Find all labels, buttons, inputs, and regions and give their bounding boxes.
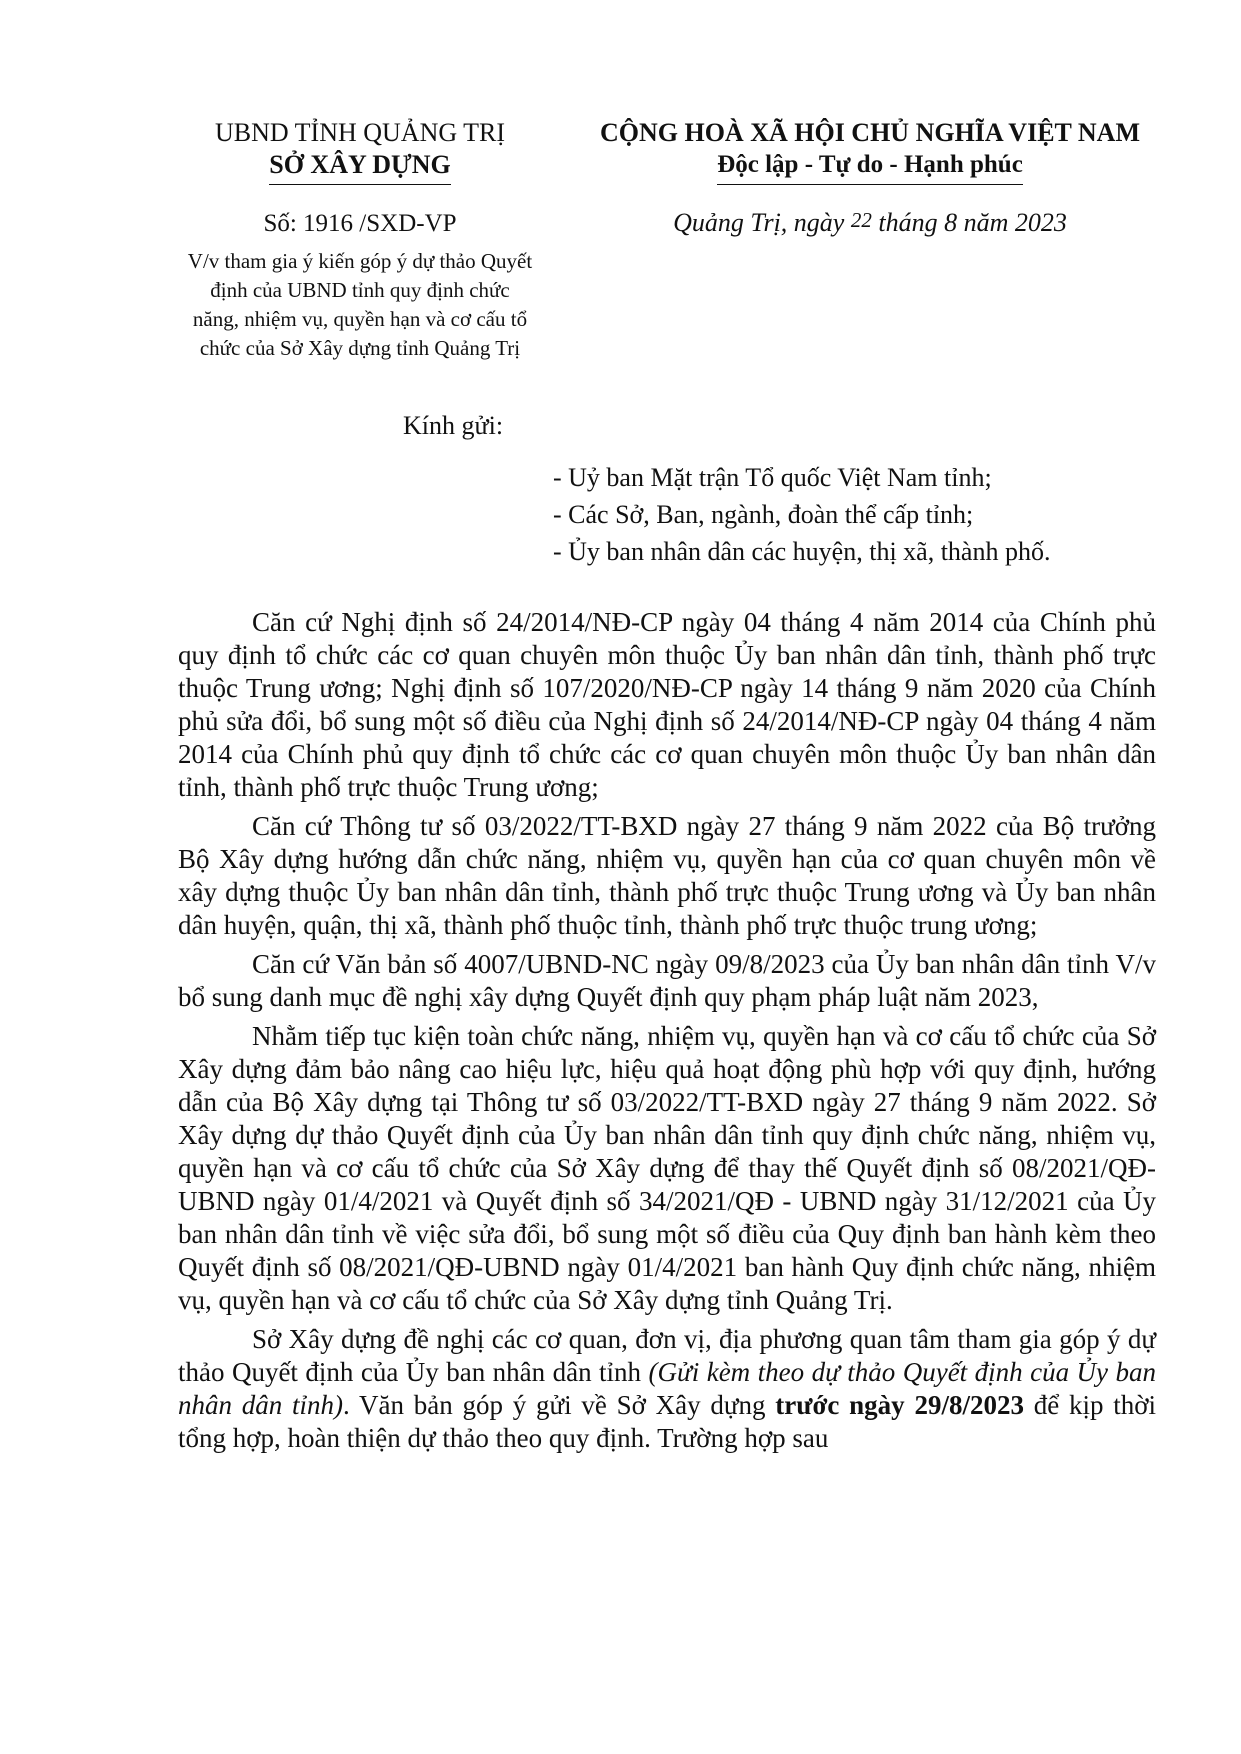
recipient-item: - Ủy ban nhân dân các huyện, thị xã, thành phố. (553, 537, 1051, 566)
recipient-item: - Các Sở, Ban, ngành, đoàn thể cấp tỉnh; (553, 500, 974, 529)
date-suffix: tháng 8 năm 2023 (871, 208, 1067, 237)
body-text: Sở Xây dựng đề nghị các cơ quan, đơn vị, địa phương quan tâm tham gia góp ý dự thảo Quyết định của Ủy ban nhân dân tỉnh (178, 1324, 1156, 1387)
body-paragraph: Nhằm tiếp tục kiện toàn chức năng, nhiệm vụ, quyền hạn và cơ cấu tổ chức của Sở Xây dựng đảm bảo nâng cao hiệu lực, hiệu quả hoạt động phù hợp với quy định, hướng dẫn của Bộ Xây dựng tại Thông tư số 03/2022/TT-BXD ngày 27 tháng 9 năm 2022. Sở Xây dựng dự thảo Quyết định của Ủy ban nhân dân tỉnh quy định chức năng, nhiệm vụ, quyền hạn và cơ cấu tổ chức của Sở Xây dựng để thay thế Quyết định số 08/2021/QĐ-UBND ngày 01/4/2021 và Quyết định số 34/2021/QĐ - UBND ngày 31/12/2021 của Ủy ban nhân dân tỉnh về việc sửa đổi, bổ sung một số điều của Quy định ban hành kèm theo Quyết định số 08/2021/QĐ-UBND ngày 01/4/2021 ban hành Quy định chức năng, nhiệm vụ, quyền hạn và cơ cấu tổ chức của Sở Xây dựng tỉnh Quảng Trị. (178, 1021, 1156, 1315)
body-paragraph: Căn cứ Văn bản số 4007/UBND-NC ngày 09/8/2023 của Ủy ban nhân dân tỉnh V/v bổ sung danh mục đề nghị xây dựng Quyết định quy phạm pháp luật năm 2023, (178, 949, 1156, 1012)
body-text (905, 1390, 915, 1420)
body-paragraph (178, 1323, 1156, 1455)
body-text: . Văn bản góp ý gửi về Sở Xây dựng (343, 1390, 776, 1420)
attachment-note: (Gửi kèm theo dự thảo Quyết định của Ủy ban nhân dân tỉnh) (178, 1357, 1156, 1420)
issuer-block (150, 117, 570, 363)
body-paragraph: Căn cứ Nghị định số 24/2014/NĐ-CP ngày 04 tháng 4 năm 2014 của Chính phủ quy định tổ chức các cơ quan chuyên môn thuộc Ủy ban nhân dân tỉnh, thành phố trực thuộc Trung ương; Nghị định số 107/2020/NĐ-CP ngày 14 tháng 9 năm 2020 của Chính phủ sửa đổi, bổ sung một số điều của Nghị định số 24/2014/NĐ-CP ngày 04 tháng 4 năm 2014 của Chính phủ quy định tổ chức các cơ quan chuyên môn thuộc Ủy ban nhân dân tỉnh, thành phố trực thuộc Trung ương; (178, 607, 1156, 802)
subject-line: V/v tham gia ý kiến góp ý dự thảo Quyết (187, 249, 533, 273)
document-number: Số: 1916 /SXD-VP (263, 210, 457, 237)
issuer-org: UBND TỈNH QUẢNG TRỊ (214, 118, 506, 147)
recipient-item: - Uỷ ban Mặt trận Tổ quốc Việt Nam tỉnh; (553, 463, 992, 492)
issuer-dept: SỞ XÂY DỰNG (269, 149, 451, 185)
place-date (575, 207, 1165, 240)
document-subject (150, 247, 570, 363)
subject-line: năng, nhiệm vụ, quyền hạn và cơ cấu tổ (192, 307, 528, 331)
body-paragraph: Căn cứ Thông tư số 03/2022/TT-BXD ngày 27 tháng 9 năm 2022 của Bộ trưởng Bộ Xây dựng hướng dẫn chức năng, nhiệm vụ, quyền hạn của cơ quan chuyên môn về xây dựng thuộc Ủy ban nhân dân tỉnh, thành phố trực thuộc Trung ương và Ủy ban nhân dân huyện, quận, thị xã, thành phố thuộc tỉnh, thành phố trực thuộc trung ương; (178, 811, 1156, 940)
recipients-label: Kính gửi: (403, 411, 504, 440)
subject-line: định của UBND tỉnh quy định chức (210, 278, 510, 302)
body-text: để kịp thời tổng hợp, hoàn thiện dự thảo theo quy định. Trường hợp sau (178, 1390, 1156, 1453)
motto: Độc lập - Tự do - Hạnh phúc (717, 149, 1023, 185)
date-prefix: Quảng Trị, ngày (673, 208, 851, 237)
recipients-list (553, 459, 1050, 570)
nation-title: CỘNG HOÀ XÃ HỘI CHỦ NGHĨA VIỆT NAM (599, 118, 1141, 147)
deadline-label: trước ngày (775, 1390, 905, 1420)
national-heading (575, 117, 1165, 240)
date-day: 22 (850, 208, 872, 232)
document-body (178, 606, 1156, 1461)
subject-line: chức của Sở Xây dựng tỉnh Quảng Trị (199, 336, 521, 360)
deadline-date: 29/8/2023 (914, 1390, 1024, 1420)
